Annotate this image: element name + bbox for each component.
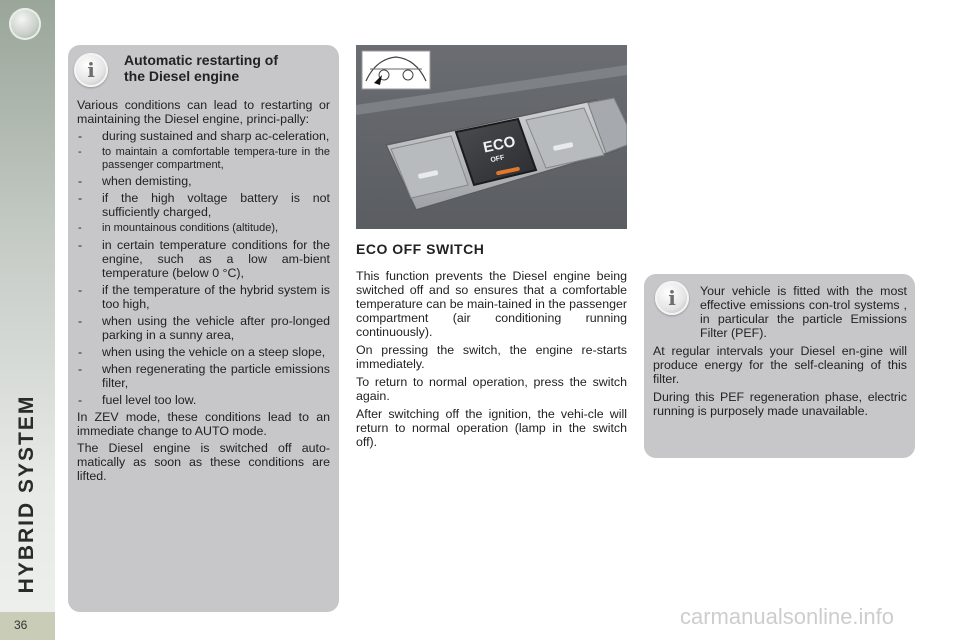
corner-circle-icon bbox=[9, 8, 41, 40]
list-item: - when demisting, bbox=[77, 174, 330, 188]
switch-label-off: OFF bbox=[489, 154, 506, 165]
restart-title-line2: the Diesel engine bbox=[124, 68, 240, 84]
list-item: - if the temperature of the hybrid system is too high, bbox=[77, 283, 330, 311]
list-item: - to maintain a comfortable tempera-ture in the passenger compartment, bbox=[77, 146, 330, 171]
restart-intro: Various conditions can lead to restarting or maintaining the Diesel engine, princi-pally: bbox=[77, 98, 330, 126]
page-number-box bbox=[0, 612, 55, 640]
conditions-list bbox=[77, 129, 330, 407]
eco-paragraph: To return to normal operation, press the switch again. bbox=[356, 375, 627, 403]
list-item: - fuel level too low. bbox=[77, 393, 330, 407]
eco-off-body bbox=[356, 269, 627, 453]
eco-paragraph: This function prevents the Diesel engine being switched off and so ensures that a comfortable temperature can be main-tained in the passenger compartment (air conditioning running continuously). bbox=[356, 269, 627, 339]
page-number: 36 bbox=[14, 618, 28, 632]
eco-off-heading: ECO OFF SWITCH bbox=[356, 241, 485, 257]
pef-body bbox=[653, 284, 907, 422]
restart-title-line1: Automatic restarting of bbox=[124, 52, 279, 68]
watermark: carmanualsonline.info bbox=[680, 604, 895, 629]
info-icon: i bbox=[655, 281, 689, 315]
section-title: HYBRID SYSTEM bbox=[15, 394, 38, 594]
zev-paragraph: In ZEV mode, these conditions lead to an immediate change to AUTO mode. bbox=[77, 409, 330, 438]
restart-title bbox=[124, 52, 334, 84]
restart-body bbox=[77, 98, 330, 486]
eco-paragraph: After switching off the ignition, the vehi-cle will return to normal operation (lamp in the switch off). bbox=[356, 407, 627, 449]
eco-paragraph: On pressing the switch, the engine re-starts immediately. bbox=[356, 343, 627, 371]
list-item: - when regenerating the particle emissions filter, bbox=[77, 362, 330, 390]
list-item: - if the high voltage battery is not sufficiently charged, bbox=[77, 191, 330, 219]
eco-off-switch-photo bbox=[356, 45, 627, 229]
list-item: - during sustained and sharp ac-celeration, bbox=[77, 129, 330, 143]
pef-paragraph: At regular intervals your Diesel en-gine will produce energy for the self-cleaning of this filter. bbox=[653, 344, 907, 386]
info-icon: i bbox=[74, 53, 108, 87]
list-item: - when using the vehicle on a steep slope, bbox=[77, 345, 330, 359]
list-item: - when using the vehicle after pro-longed parking in a sunny area, bbox=[77, 314, 330, 342]
switch-label-eco: ECO bbox=[481, 133, 517, 157]
list-item: - in certain temperature conditions for the engine, such as a low am-bient temperature (below 0 °C), bbox=[77, 238, 330, 280]
switch-illustration bbox=[356, 45, 627, 229]
switched-off-paragraph: The Diesel engine is switched off auto-matically as soon as these conditions are lifted. bbox=[77, 440, 330, 483]
list-item: - in mountainous conditions (altitude), bbox=[77, 222, 330, 235]
pef-paragraph: Your vehicle is fitted with the most effective emissions con-trol systems , in particular the particle Emissions Filter (PEF). bbox=[700, 284, 907, 340]
pef-paragraph: During this PEF regeneration phase, electric running is purposely made unavailable. bbox=[653, 390, 907, 418]
